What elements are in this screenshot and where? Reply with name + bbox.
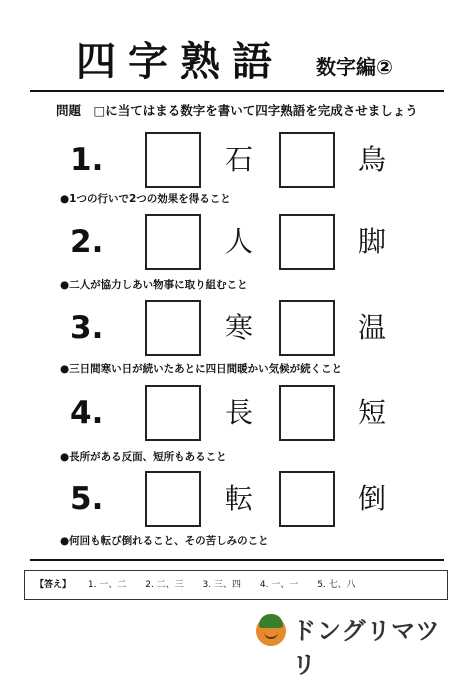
- hint-4: ●長所がある反面、短所もあること: [60, 451, 227, 463]
- kanji-2: 鳥: [357, 143, 386, 176]
- answer-box-2[interactable]: [279, 300, 335, 356]
- answer-item-2: 2. 二、三: [145, 580, 184, 590]
- answer-box-2[interactable]: [279, 214, 335, 270]
- answer-box-1[interactable]: [145, 471, 201, 527]
- problem-2: [0, 214, 474, 270]
- problem-4: [0, 385, 474, 441]
- acorn-icon: [256, 616, 286, 646]
- hint-2: ●二人が協力しあい物事に取り組むこと: [60, 279, 248, 291]
- top-divider: [30, 90, 444, 92]
- worksheet-title: 四字熟語: [76, 39, 284, 85]
- question-instructions: 問題 □に当てはまる数字を書いて四字熟語を完成させましょう: [56, 103, 418, 118]
- answer-box-1[interactable]: [145, 385, 201, 441]
- answer-item-4: 4. 一、一: [259, 580, 299, 590]
- kanji-2: 短: [357, 396, 386, 429]
- kanji-1: 長: [224, 396, 253, 429]
- hint-3: ●三日間寒い日が続いたあとに四日間暖かい気候が続くこと: [60, 363, 343, 375]
- answer-item-3: 3. 三、四: [202, 580, 241, 590]
- kanji-2: 脚: [357, 225, 386, 258]
- problem-number: 5.: [70, 481, 104, 517]
- answer-box-2[interactable]: [279, 471, 335, 527]
- kanji-1: 転: [224, 482, 253, 515]
- bottom-divider: [30, 559, 444, 561]
- kanji-2: 倒: [357, 482, 386, 515]
- answer-box-2[interactable]: [279, 132, 335, 188]
- problem-number: 3.: [70, 310, 104, 346]
- hint-1: ●1つの行いで2つの効果を得ること: [60, 193, 231, 205]
- problem-5: [0, 471, 474, 527]
- kanji-1: 人: [224, 225, 253, 258]
- problem-3: [0, 300, 474, 356]
- problem-number: 4.: [70, 395, 104, 431]
- answer-key: [24, 570, 448, 600]
- problem-number: 2.: [70, 224, 104, 260]
- answer-item-1: 1. 一、二: [87, 580, 127, 590]
- brand-logo: [256, 612, 456, 679]
- kanji-1: 石: [224, 143, 253, 176]
- brand-logo-text: ドングリマツリ: [292, 617, 441, 679]
- answer-box-1[interactable]: [145, 300, 201, 356]
- kanji-1: 寒: [224, 311, 253, 344]
- kanji-2: 温: [357, 311, 386, 344]
- answer-box-2[interactable]: [279, 385, 335, 441]
- answer-key-label: 【答え】: [35, 580, 72, 590]
- answer-item-5: 5. 七、八: [317, 580, 356, 590]
- problem-1: [0, 132, 474, 188]
- answer-box-1[interactable]: [145, 132, 201, 188]
- hint-5: ●何回も転び倒れること、その苦しみのこと: [60, 535, 269, 547]
- worksheet-subtitle: 数字編②: [316, 55, 393, 79]
- problem-number: 1.: [70, 142, 104, 178]
- answer-box-1[interactable]: [145, 214, 201, 270]
